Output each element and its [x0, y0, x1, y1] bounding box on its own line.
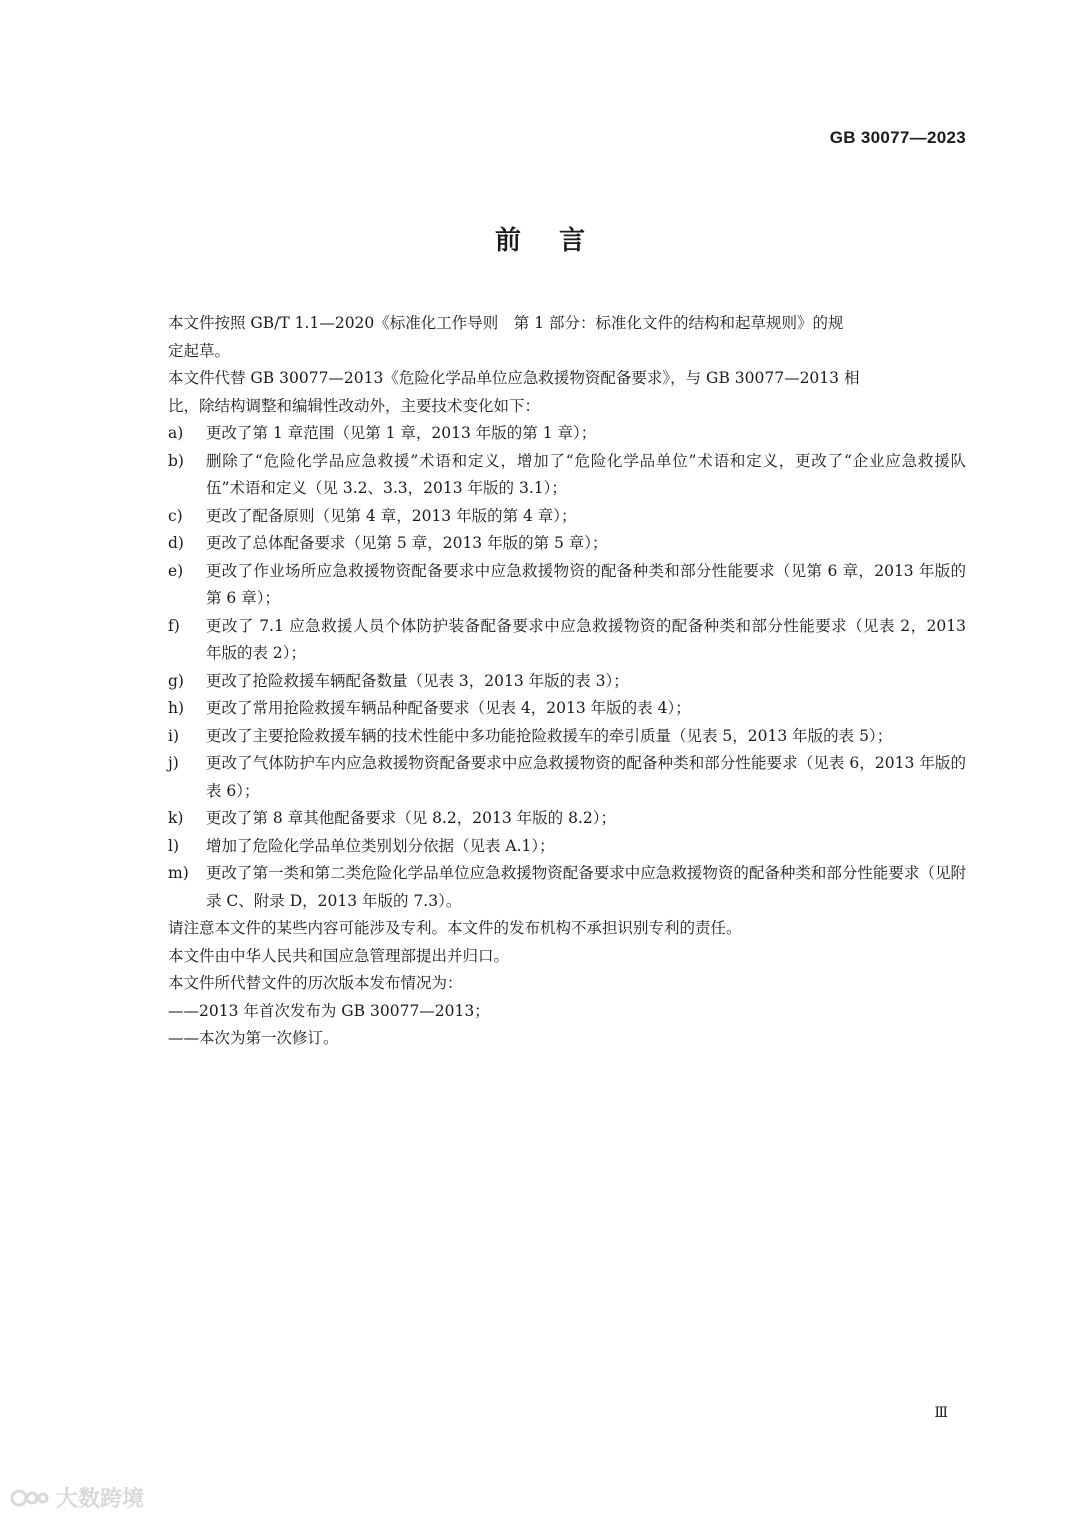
change-list-item: [168, 503, 966, 531]
standard-code: GB 30077—2023: [829, 128, 966, 147]
proposer-statement: 本文件由中华人民共和国应急管理部提出并归口。: [168, 946, 510, 965]
change-list-item: [168, 613, 966, 668]
change-list-item: [168, 448, 966, 503]
list-item-marker: k): [168, 809, 184, 827]
list-item-marker: g): [168, 671, 184, 690]
list-item-marker: d): [168, 534, 184, 552]
change-list-item: [168, 668, 966, 696]
change-list-item: [168, 530, 966, 558]
change-list-item: [168, 723, 966, 751]
list-item-text: 更改了总体配备要求（见第 5 章，2013 年版的第 5 章）；: [206, 534, 608, 552]
list-item-marker: l): [168, 836, 180, 855]
list-item-marker: m): [168, 864, 189, 882]
list-item-text: 更改了抢险救援车辆配备数量（见表 3，2013 年版的表 3）；: [206, 671, 629, 690]
paragraph-line: 定起草。: [168, 341, 231, 360]
page-title: 前言: [494, 226, 623, 256]
list-item-marker: f): [168, 616, 180, 635]
list-item-marker: h): [168, 699, 185, 717]
watermark: [10, 1482, 144, 1513]
change-list-item: [168, 750, 966, 805]
list-item-text: 增加了危险化学品单位类别划分依据（见表 A.1）；: [206, 836, 555, 855]
list-item-marker: b): [168, 451, 184, 470]
list-item-text: 更改了第一类和第二类危险化学品单位应急救援物资配备要求中应急救援物资的配备种类和部分性能要求（见附录 C、附录 D，2013 年版的 7.3）。: [206, 864, 966, 910]
document-body: [168, 310, 966, 1053]
list-item-marker: e): [168, 561, 184, 580]
change-list-item: [168, 420, 966, 448]
change-list: [168, 420, 966, 915]
list-item-text: 更改了作业场所应急救援物资配备要求中应急救援物资的配备种类和部分性能要求（见第 6 章，2013 年版的第 6 章）；: [206, 561, 966, 607]
history-item: ——2013 年首次发布为 GB 30077—2013；: [168, 1001, 490, 1020]
list-item-text: 更改了主要抢险救援车辆的技术性能中多功能抢险救援车的牵引质量（见表 5，2013 年版的表 5）；: [206, 726, 893, 745]
list-item-marker: c): [168, 506, 183, 525]
list-item-marker: j): [168, 754, 179, 772]
paragraph-line: 比，除结构调整和编辑性改动外，主要技术变化如下：: [168, 396, 541, 415]
change-list-item: [168, 833, 966, 861]
change-list-item: [168, 695, 966, 723]
list-item-marker: a): [168, 424, 184, 442]
watermark-text: 大数跨境: [56, 1487, 145, 1512]
change-list-item: [168, 558, 966, 613]
change-list-item: [168, 805, 966, 833]
patent-notice: 请注意本文件的某些内容可能涉及专利。本文件的发布机构不承担识别专利的责任。: [168, 919, 742, 937]
list-item-text: 更改了配备原则（见第 4 章，2013 年版的第 4 章）；: [206, 506, 577, 525]
paragraph-line: 本文件代替 GB 30077—2013《危险化学品单位应急救援物资配备要求》，与 GB 30077—2013 相: [168, 369, 860, 387]
list-item-marker: i): [168, 726, 180, 745]
change-list-item: [168, 860, 966, 915]
history-item: ——本次为第一次修订。: [168, 1029, 339, 1047]
list-item-text: 更改了常用抢险救援车辆品种配备要求（见表 4，2013 年版的表 4）；: [206, 699, 691, 717]
watermark-logo-icon: [10, 1485, 50, 1511]
list-item-text: 更改了气体防护车内应急救援物资配备要求中应急救援物资的配备种类和部分性能要求（见表 6，2013 年版的表 6）；: [206, 754, 966, 800]
paragraph-line: 本文件按照 GB/T 1.1—2020《标准化工作导则 第 1 部分：标准化文件的结构和起草规则》的规: [168, 314, 844, 332]
page-number: Ⅲ: [934, 1405, 948, 1421]
list-item-text: 更改了 7.1 应急救援人员个体防护装备配备要求中应急救援物资的配备种类和部分性能要求（见表 2，2013 年版的表 2）；: [206, 616, 966, 662]
list-item-text: 更改了第 1 章范围（见第 1 章，2013 年版的第 1 章）；: [206, 424, 597, 442]
history-intro: 本文件所代替文件的历次版本发布情况为：: [168, 974, 463, 992]
list-item-text: 删除了“危险化学品应急救援”术语和定义，增加了“危险化学品单位”术语和定义，更改了“企业应急救援队伍”术语和定义（见 3.2、3.3，2013 年版的 3.1）；: [206, 451, 966, 497]
list-item-text: 更改了第 8 章其他配备要求（见 8.2，2013 年版的 8.2）；: [206, 809, 616, 827]
